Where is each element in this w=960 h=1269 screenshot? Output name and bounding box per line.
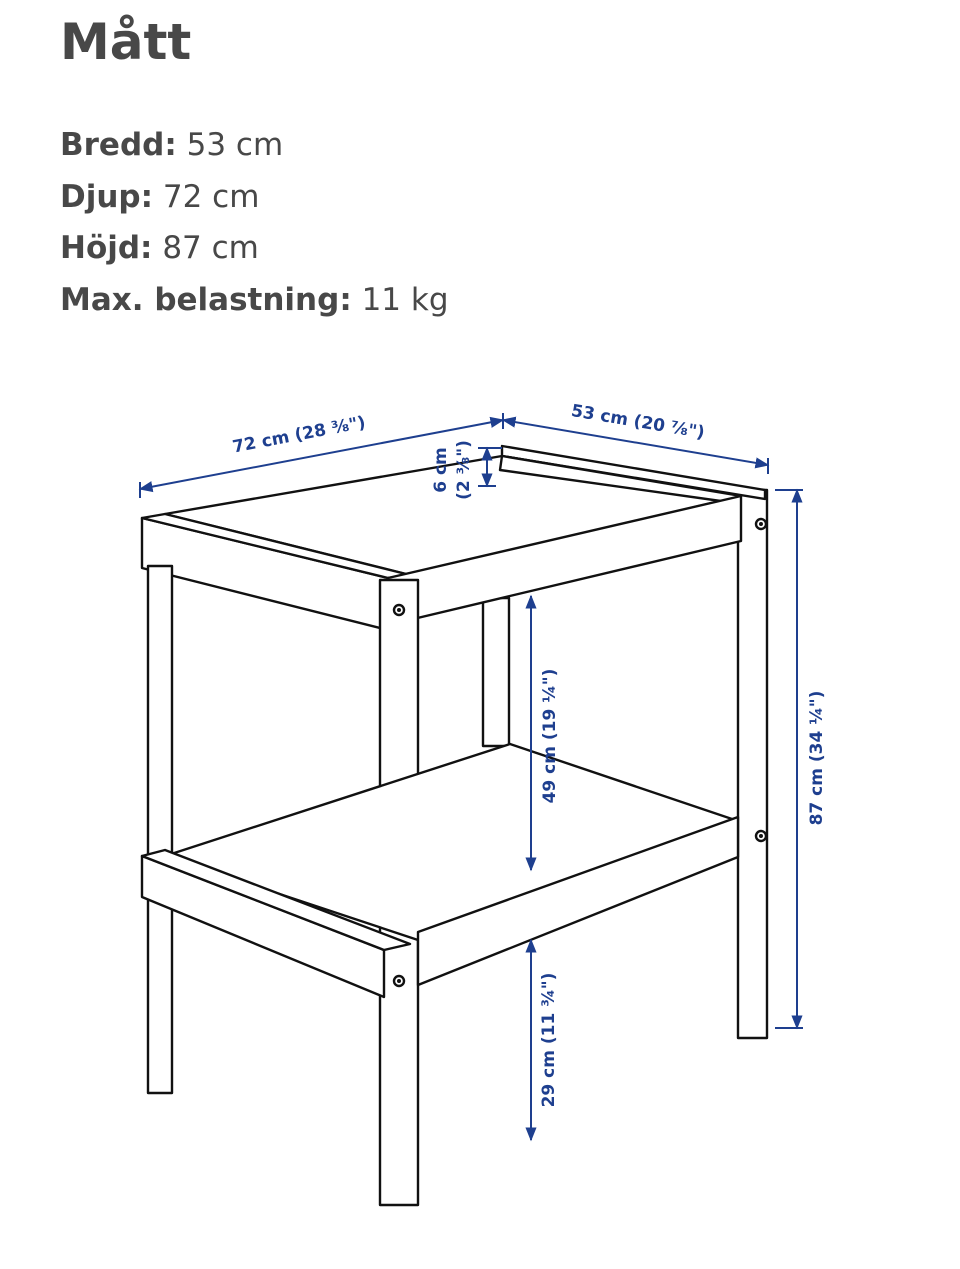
rim-dimension-label: 6 cm xyxy=(431,447,451,493)
shelf-gap-dimension-label: 49 cm (19 ¼") xyxy=(540,668,560,804)
spec-max-load xyxy=(60,275,449,327)
page-title: Mått xyxy=(60,13,192,71)
width-dimension-label: 53 cm (20 ⅞") xyxy=(569,400,706,444)
changing-table-illustration xyxy=(142,446,767,1205)
screw-head-icon xyxy=(397,979,401,983)
dimension-spec-list xyxy=(60,120,449,326)
back-left-leg xyxy=(483,598,509,746)
changing-table-dimension-diagram xyxy=(0,380,960,1240)
height-dimension-label: 87 cm (34 ¼") xyxy=(807,690,827,826)
rim-dimension-label-inches: (2 ⅜") xyxy=(454,440,474,500)
spec-height-value: 87 cm xyxy=(162,230,259,266)
spec-max-load-label: Max. belastning: xyxy=(60,281,352,318)
spec-width-value: 53 cm xyxy=(186,127,284,163)
spec-width-label: Bredd: xyxy=(60,127,177,163)
floor-gap-dimension-label: 29 cm (11 ¾") xyxy=(539,972,559,1108)
depth-dimension-label: 72 cm (28 ⅜") xyxy=(230,412,368,458)
screw-head-icon xyxy=(759,834,763,838)
spec-height xyxy=(60,223,449,275)
spec-max-load-value: 11 kg xyxy=(361,281,449,318)
front-left-leg xyxy=(148,566,172,1093)
screw-head-icon xyxy=(759,522,763,526)
spec-depth xyxy=(60,172,449,224)
spec-depth-value: 72 cm xyxy=(162,178,260,215)
screw-head-icon xyxy=(397,608,401,612)
spec-width xyxy=(60,120,449,172)
spec-height-label: Höjd: xyxy=(60,230,153,266)
back-right-leg xyxy=(738,490,767,1038)
spec-depth-label: Djup: xyxy=(60,178,154,215)
